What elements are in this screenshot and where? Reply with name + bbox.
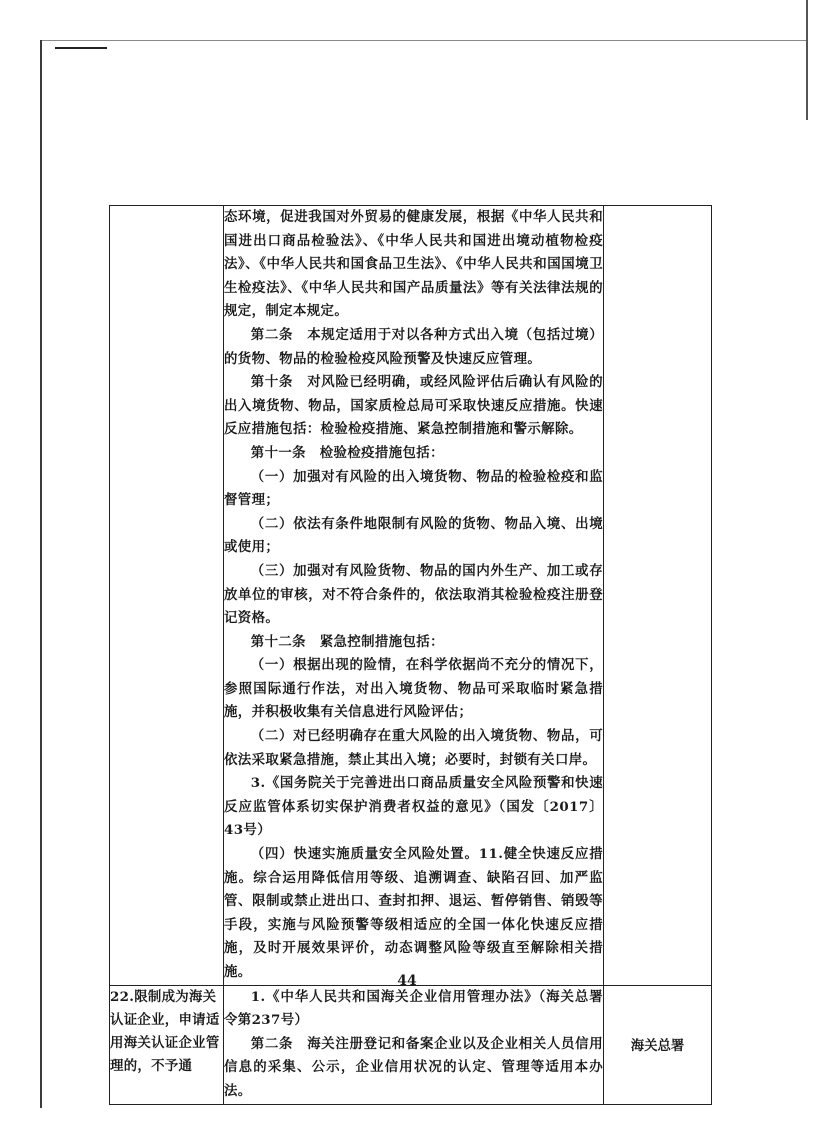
table-row xyxy=(110,985,712,1104)
page-number: 44 xyxy=(397,973,417,989)
scan-border-right xyxy=(806,0,808,120)
law-title: 1.《中华人民共和国海关企业信用管理办法》（海关总署令第237号） xyxy=(224,988,603,1029)
item-cell xyxy=(110,985,224,1104)
paragraph: （一）根据出现的险情，在科学依据尚不充分的情况下，参照国际通行作法，对出入境货物、物品可采取临时紧急措施，并积极收集有关信息进行风险评估； xyxy=(224,657,603,721)
paragraph: 态环境，促进我国对外贸易的健康发展，根据《中华人民共和国进出口商品检验法》、《中华人民共和国进出境动植物检疫法》、《中华人民共和国食品卫生法》、《中华人民共和国国境卫生检疫法》、《中华人民共和国产品质量法》等有关法律法规的规定，制定本规定。 xyxy=(224,209,603,320)
scan-border-left xyxy=(40,40,42,1108)
paragraph: （一）加强对有风险的出入境货物、物品的检验检疫和监督管理； xyxy=(224,468,603,509)
item-text: 22.限制成为海关认证企业，申请适用海关认证企业管理的，不予通 xyxy=(110,988,220,1074)
legal-basis-cell xyxy=(224,206,604,986)
paragraph: 第十二条 紧急控制措施包括： xyxy=(250,633,444,650)
paragraph: （三）加强对有风险货物、物品的国内外生产、加工或存放单位的审核，对不符合条件的，依法取消其检验检疫注册登记资格。 xyxy=(224,562,603,627)
paragraph: 第十一条 检验检疫措施包括： xyxy=(250,444,444,461)
document-table xyxy=(109,205,712,1105)
paragraph: （四）快速实施质量安全风险处置。11.健全快速反应措施。综合运用降低信用等级、追溯调查、缺陷召回、加严监管、限制或禁止进出口、查封扣押、退运、暂停销售、销毁等手段，实施与风险预警等级相适应的全国一体化快速反应措施，及时开展效果评价，动态调整风险等级直至解除相关措施。 xyxy=(224,846,603,980)
scan-border-top xyxy=(40,40,808,41)
header-rule xyxy=(55,47,107,49)
authority-text: 海关总署 xyxy=(630,1038,685,1055)
item-cell-empty xyxy=(110,206,224,986)
paragraph: （二）依法有条件地限制有风险的货物、物品入境、出境或使用； xyxy=(224,515,603,556)
authority-cell-empty xyxy=(604,206,712,986)
table-row xyxy=(110,206,712,986)
paragraph: （二）对已经明确存在重大风险的出入境货物、物品，可依法采取紧急措施，禁止其出入境；必要时，封锁有关口岸。 xyxy=(224,728,603,768)
authority-cell xyxy=(604,985,712,1104)
paragraph: 第二条 海关注册登记和备案企业以及企业相关人员信用信息的采集、公示，企业信用状况的认定、管理等适用本办法。 xyxy=(224,1035,603,1099)
law-title: 3.《国务院关于完善进出口商品质量安全风险预警和快速反应监管体系切实保护消费者权益的意见》（国发〔2017〕43号） xyxy=(224,775,603,839)
legal-basis-cell xyxy=(224,985,604,1104)
paragraph: 第二条 本规定适用于对以各种方式出入境（包括过境）的货物、物品的检验检疫风险预警及快速反应管理。 xyxy=(224,326,603,367)
paragraph: 第十条 对风险已经明确，或经风险评估后确认有风险的出入境货物、物品，国家质检总局可采取快速反应措施。快速反应措施包括：检验检疫措施、紧急控制措施和警示解除。 xyxy=(224,374,603,438)
